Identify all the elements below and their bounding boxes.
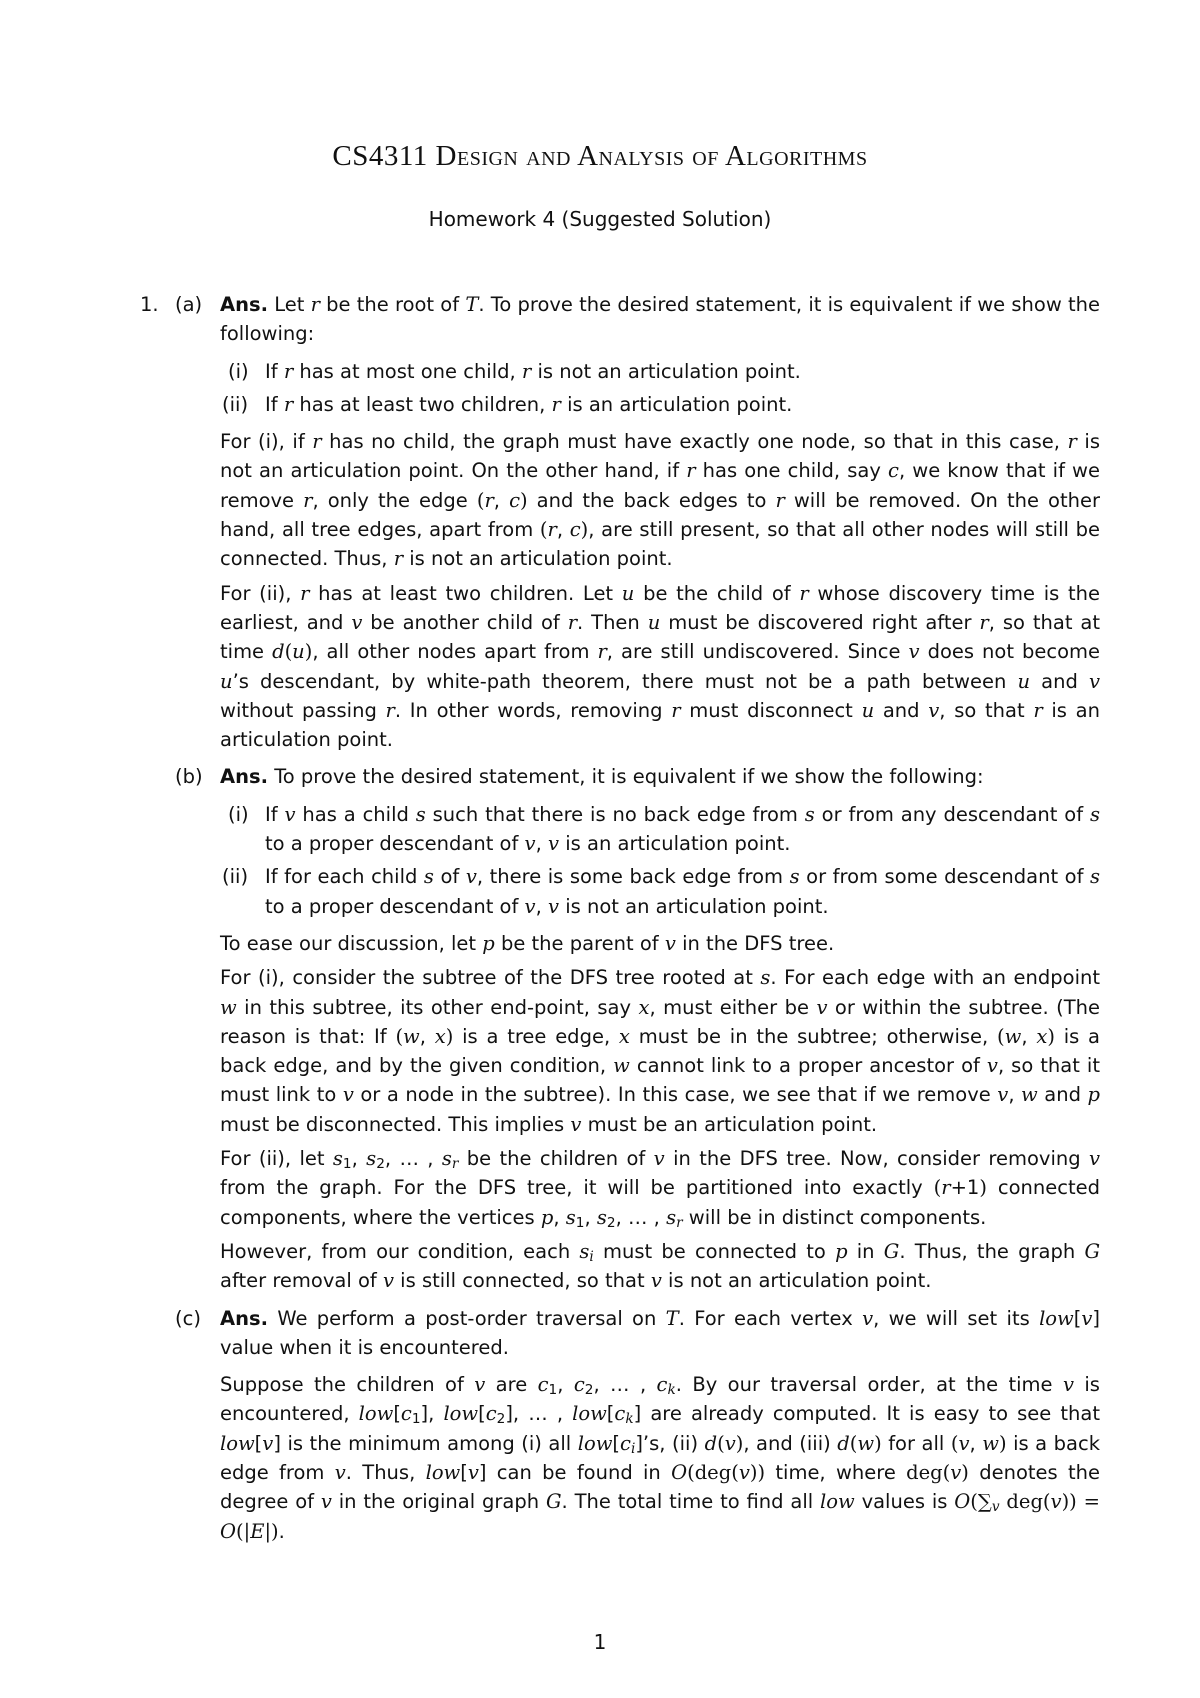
question-number: 1.: [140, 293, 159, 316]
part-c-label: (c): [175, 1306, 201, 1330]
part-a-intro: Ans. Let r be the root of T. To prove the desired statement, it is equivalent if we show the following:: [220, 293, 1100, 346]
part-c: [140, 1304, 1100, 1363]
solution-body: [140, 290, 1100, 1546]
part-b-setup: To ease our discussion, let p be the parent of v in the DFS tree.: [220, 931, 835, 955]
part-c-proof: Suppose the children of v are $c_1$, $c_2$, … , $c_k$. By our traversal order, at the time v is encountered, $low[c_1]$, $low[c_2]$, … , $low[c_k]$ are already computed. It is easy to see that low[v] is the minimum among (i) all $low[c_i]’s$, (ii) d(v), and (iii) d(w) for all (v, w) is a back edge from v. Thus, low[v] can be found in O(deg(v)) time, where deg(v) denotes the degree of v in the original graph G. The total time to find all low values is $O(\sum_v$ deg(v)) = O(|E|).: [220, 1373, 1101, 1543]
part-a-label: (a): [175, 293, 203, 316]
page-number: 1: [593, 1630, 607, 1654]
document-title: CS4311 Design and Analysis of Algorithms: [332, 140, 868, 172]
part-a-proof-ii: For (ii), r has at least two children. Let u be the child of r whose discovery time is the earliest, and v be another child of r. Then u must be discovered right after r, so that at time d(u), all other nodes apart from r, are still undiscovered. Since v does not become u’s descendant, by white-path theorem, there must not be a path between u and v without passing r. In other words, removing r must disconnect u and v, so that r is an articulation point.: [220, 581, 1101, 752]
part-a: [140, 290, 1100, 349]
part-b-intro: Ans. To prove the desired statement, it is equivalent if we show the following:: [220, 765, 984, 789]
part-b: [140, 762, 1100, 791]
part-a-case-i: (i) If r has at most one child, r is not an articulation point.: [228, 359, 801, 383]
document-subtitle: Homework 4 (Suggested Solution): [428, 207, 772, 231]
part-b-proof-i: For (i), consider the subtree of the DFS tree rooted at s. For each edge with an endpoint w in this subtree, its other end-point, say x, must either be v or within the subtree. (The reason is that: If (w, x) is a tree edge, x must be in the subtree; otherwise, (w, x) is a back edge, and by the given condition, w cannot link to a proper ancestor of v, so that it must link to v or a node in the subtree). In this case, we see that if we remove v, w and p must be disconnected. This implies v must be an articulation point.: [220, 966, 1101, 1136]
part-a-case-ii: (ii) If r has at least two children, r is an articulation point.: [222, 392, 793, 416]
part-b-conclusion: However, from our condition, each $s_i$ must be connected to p in G. Thus, the graph G after removal of v is still connected, so that v is not an articulation point.: [220, 1239, 1101, 1293]
part-b-proof-ii: For (ii), let $s_1$, $s_2$, … , $s_r$ be the children of v in the DFS tree. Now, consider removing v from the graph. For the DFS tree, it will be partitioned into exactly (r+1) connected components, where the vertices p, $s_1$, $s_2$, … , $s_r$ will be in distinct components.: [220, 1147, 1100, 1231]
part-b-case-ii: (ii) If for each child s of v, there is some back edge from s or from some descendant of s to a proper descendant of v, v is not an articulation point.: [222, 865, 1101, 918]
part-a-proof-i: For (i), if r has no child, the graph must have exactly one node, so that in this case, r is not an articulation point. On the other hand, if r has one child, say c, we know that if we remove r, only the edge (r, c) and the back edges to r will be removed. On the other hand, all tree edges, apart from (r, c), are still present, so that all other nodes will still be connected. Thus, r is not an articulation point.: [220, 430, 1101, 571]
part-b-case-i: (i) If v has a child s such that there is no back edge from s or from any descendant of s to a proper descendant of v, v is an articulation point.: [228, 802, 1100, 856]
part-b-label: (b): [175, 765, 203, 789]
part-c-intro: Ans. We perform a post-order traversal on T. For each vertex v, we will set its low[v] value when it is encountered.: [220, 1306, 1100, 1359]
